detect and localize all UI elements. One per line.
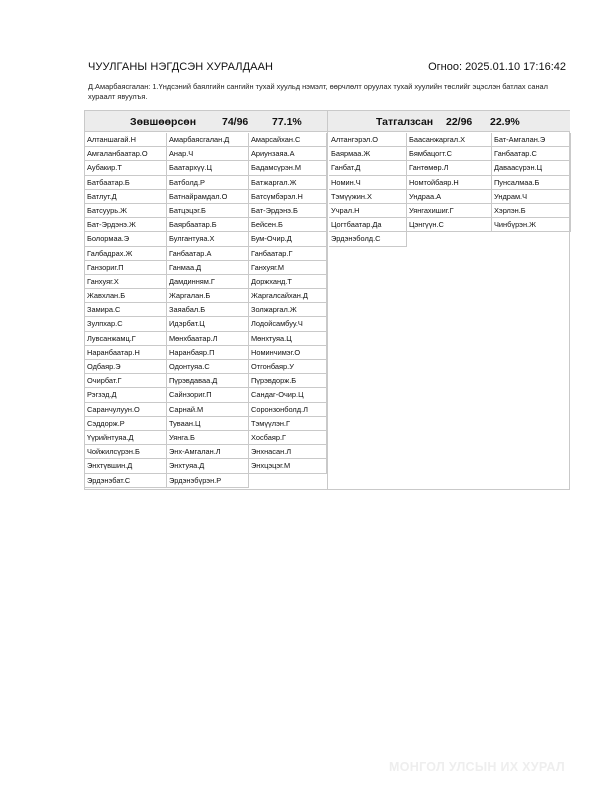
approved-member-cell: Наранбаатар.Н bbox=[85, 346, 167, 360]
approved-member-cell: Батбаатар.Б bbox=[85, 176, 167, 190]
rejected-member-cell: Тэмүүжин.Х bbox=[329, 190, 407, 204]
approved-member-cell: Пүрэвдорж.Б bbox=[249, 374, 327, 388]
approved-member-cell: Бадамсүрэн.М bbox=[249, 161, 327, 175]
approved-member-cell: Батжаргал.Ж bbox=[249, 176, 327, 190]
rejected-member-cell: Баасанжаргал.Х bbox=[407, 133, 492, 147]
approved-member-cell: Амгаланбаатар.О bbox=[85, 147, 167, 161]
rejected-count: 22/96 bbox=[446, 116, 473, 128]
approved-member-cell: Булгантуяа.Х bbox=[167, 232, 249, 246]
approved-member-cell: Жаргалсайхан.Д bbox=[249, 289, 327, 303]
rejected-header bbox=[328, 111, 570, 132]
approved-member-cell: Батсүмбэрэл.Н bbox=[249, 190, 327, 204]
approved-member-cell: Номинчимэг.О bbox=[249, 346, 327, 360]
approved-member-cell: Сарнай.М bbox=[167, 403, 249, 417]
approved-member-cell: Замира.С bbox=[85, 303, 167, 317]
rejected-member-cell: Даваасүрэн.Ц bbox=[492, 161, 571, 175]
approved-member-cell: Бейсен.Б bbox=[249, 218, 327, 232]
approved-member-cell: Амарбаясгалан.Д bbox=[167, 133, 249, 147]
approved-member-cell: Ганмаа.Д bbox=[167, 261, 249, 275]
approved-member-cell: Галбадрах.Ж bbox=[85, 247, 167, 261]
approved-member-cell: Үүрийнтуяа.Д bbox=[85, 431, 167, 445]
approved-count: 74/96 bbox=[222, 116, 249, 128]
approved-member-cell: Тэмүүлэн.Г bbox=[249, 417, 327, 431]
approved-member-cell: Ариунзаяа.А bbox=[249, 147, 327, 161]
rejected-label: Татгалзсан bbox=[376, 116, 434, 128]
approved-member-cell: Эрдэнэбүрэн.Р bbox=[167, 474, 249, 488]
approved-member-cell: Эрдэнэбат.С bbox=[85, 474, 167, 488]
approved-member-cell: Саранчулуун.О bbox=[85, 403, 167, 417]
rejected-member-cell: Гантөмөр.Л bbox=[407, 161, 492, 175]
rejected-member-cell: Учрал.Н bbox=[329, 204, 407, 218]
approved-member-cell: Жаргалан.Б bbox=[167, 289, 249, 303]
approved-member-cell: Бат-Эрдэнэ.Б bbox=[249, 204, 327, 218]
parliament-watermark: МОНГОЛ УЛСЫН ИХ ХУРАЛ bbox=[389, 760, 565, 774]
approved-member-cell: Чойжилсүрэн.Б bbox=[85, 445, 167, 459]
rejected-member-cell: Номтойбаяр.Н bbox=[407, 176, 492, 190]
approved-member-cell: Баярбаатар.Б bbox=[167, 218, 249, 232]
vote-results-table bbox=[84, 110, 570, 490]
approved-member-cell: Уянга.Б bbox=[167, 431, 249, 445]
approved-member-cell: Батнайрамдал.О bbox=[167, 190, 249, 204]
approved-member-cell: Доржханд.Т bbox=[249, 275, 327, 289]
approved-member-cell: Ганхуяг.Х bbox=[85, 275, 167, 289]
rejected-member-cell: Ундраа.А bbox=[407, 190, 492, 204]
approved-member-cell: Сэддорж.Р bbox=[85, 417, 167, 431]
approved-member-cell: Золжаргал.Ж bbox=[249, 303, 327, 317]
rejected-member-cell: Цогтбаатар.Да bbox=[329, 218, 407, 232]
approved-member-cell: Лувсанжамц.Г bbox=[85, 332, 167, 346]
approved-member-cell: Мөнхтуяа.Ц bbox=[249, 332, 327, 346]
approved-member-cell: Соронзонболд.Л bbox=[249, 403, 327, 417]
approved-member-cell: Энх-Амгалан.Л bbox=[167, 445, 249, 459]
approved-member-cell: Алтаншагай.Н bbox=[85, 133, 167, 147]
rejected-member-cell: Алтангэрэл.О bbox=[329, 133, 407, 147]
approved-member-cell: Аубакир.Т bbox=[85, 161, 167, 175]
approved-member-cell: Дамдинням.Г bbox=[167, 275, 249, 289]
rejected-member-cell: Цэнгүүн.С bbox=[407, 218, 492, 232]
approved-member-cell: Ганбаатар.А bbox=[167, 247, 249, 261]
approved-member-cell: Пүрэвдаваа.Д bbox=[167, 374, 249, 388]
approved-member-cell: Бат-Эрдэнэ.Ж bbox=[85, 218, 167, 232]
approved-member-cell: Анар.Ч bbox=[167, 147, 249, 161]
rejected-member-cell: Хэрлэн.Б bbox=[492, 204, 571, 218]
rejected-member-cell: Ганбат.Д bbox=[329, 161, 407, 175]
approved-member-cell: Идэрбат.Ц bbox=[167, 317, 249, 331]
rejected-member-cell: Номин.Ч bbox=[329, 176, 407, 190]
approved-member-cell: Одонтуяа.С bbox=[167, 360, 249, 374]
rejected-member-cell: Бат-Амгалан.Э bbox=[492, 133, 571, 147]
approved-member-cell: Сандаг-Очир.Ц bbox=[249, 388, 327, 402]
approved-member-cell: Болормаа.Э bbox=[85, 232, 167, 246]
approved-member-cell: Батцэцэг.Б bbox=[167, 204, 249, 218]
session-title: ЧУУЛГАНЫ НЭГДСЭН ХУРАЛДААН bbox=[88, 61, 274, 73]
approved-member-cell: Зулпхар.С bbox=[85, 317, 167, 331]
rejected-member-cell: Чинбүрэн.Ж bbox=[492, 218, 571, 232]
approved-member-cell: Сайнзориг.П bbox=[167, 388, 249, 402]
approved-member-cell: Энхнасан.Л bbox=[249, 445, 327, 459]
rejected-member-cell: Эрдэнэболд.С bbox=[329, 232, 407, 246]
approved-member-cell: Лодойсамбуу.Ч bbox=[249, 317, 327, 331]
approved-member-cell: Энхцэцэг.М bbox=[249, 459, 327, 473]
approved-member-cell: Отгонбаяр.У bbox=[249, 360, 327, 374]
approved-member-cell: Одбаяр.Э bbox=[85, 360, 167, 374]
approved-label: Зөвшөөрсөн bbox=[130, 116, 197, 128]
approved-member-cell: Баатархүү.Ц bbox=[167, 161, 249, 175]
approved-member-cell: Батболд.Р bbox=[167, 176, 249, 190]
page-header bbox=[88, 61, 566, 75]
rejected-names-grid bbox=[329, 133, 571, 247]
approved-member-cell: Батлут.Д bbox=[85, 190, 167, 204]
session-datetime: Огноо: 2025.01.10 17:16:42 bbox=[428, 61, 566, 73]
rejected-percent: 22.9% bbox=[490, 116, 520, 128]
approved-member-cell: Наранбаяр.П bbox=[167, 346, 249, 360]
rejected-member-cell: Баярмаа.Ж bbox=[329, 147, 407, 161]
rejected-member-cell: Ундрам.Ч bbox=[492, 190, 571, 204]
approved-names-grid bbox=[85, 133, 327, 516]
approved-member-cell: Мөнхбаатар.Л bbox=[167, 332, 249, 346]
approved-member-cell: Амарсайхан.С bbox=[249, 133, 327, 147]
rejected-member-cell: Пунсалмаа.Б bbox=[492, 176, 571, 190]
panel-divider bbox=[327, 132, 328, 490]
approved-percent: 77.1% bbox=[272, 116, 302, 128]
approved-member-cell: Энхтүвшин.Д bbox=[85, 459, 167, 473]
approved-member-cell: Ганбаатар.Г bbox=[249, 247, 327, 261]
rejected-member-cell: Уянгахишиг.Г bbox=[407, 204, 492, 218]
rejected-member-cell: Бямбацогт.С bbox=[407, 147, 492, 161]
approved-member-cell: Очирбат.Г bbox=[85, 374, 167, 388]
approved-member-cell: Ганзориг.П bbox=[85, 261, 167, 275]
approved-member-cell: Бум-Очир.Д bbox=[249, 232, 327, 246]
approved-member-cell: Батсуурь.Ж bbox=[85, 204, 167, 218]
approved-member-cell: Ганхуяг.М bbox=[249, 261, 327, 275]
approved-member-cell: Хосбаяр.Г bbox=[249, 431, 327, 445]
approved-member-cell: Жавхлан.Б bbox=[85, 289, 167, 303]
approved-header bbox=[85, 111, 328, 132]
approved-member-cell: Энхтуяа.Д bbox=[167, 459, 249, 473]
approved-member-cell: Туваан.Ц bbox=[167, 417, 249, 431]
rejected-member-cell: Ганбаатар.С bbox=[492, 147, 571, 161]
vote-description: Д.Амарбаясгалан: 1.Үндсэний баялгийн сангийн тухай хуульд нэмэлт, өөрчлөлт оруулах тухай хуулийн төслийг эцэслэн батлах санал хураалт явуулъя. bbox=[88, 82, 548, 101]
approved-member-cell: Рэгзэд.Д bbox=[85, 388, 167, 402]
approved-member-cell: Заяабал.Б bbox=[167, 303, 249, 317]
